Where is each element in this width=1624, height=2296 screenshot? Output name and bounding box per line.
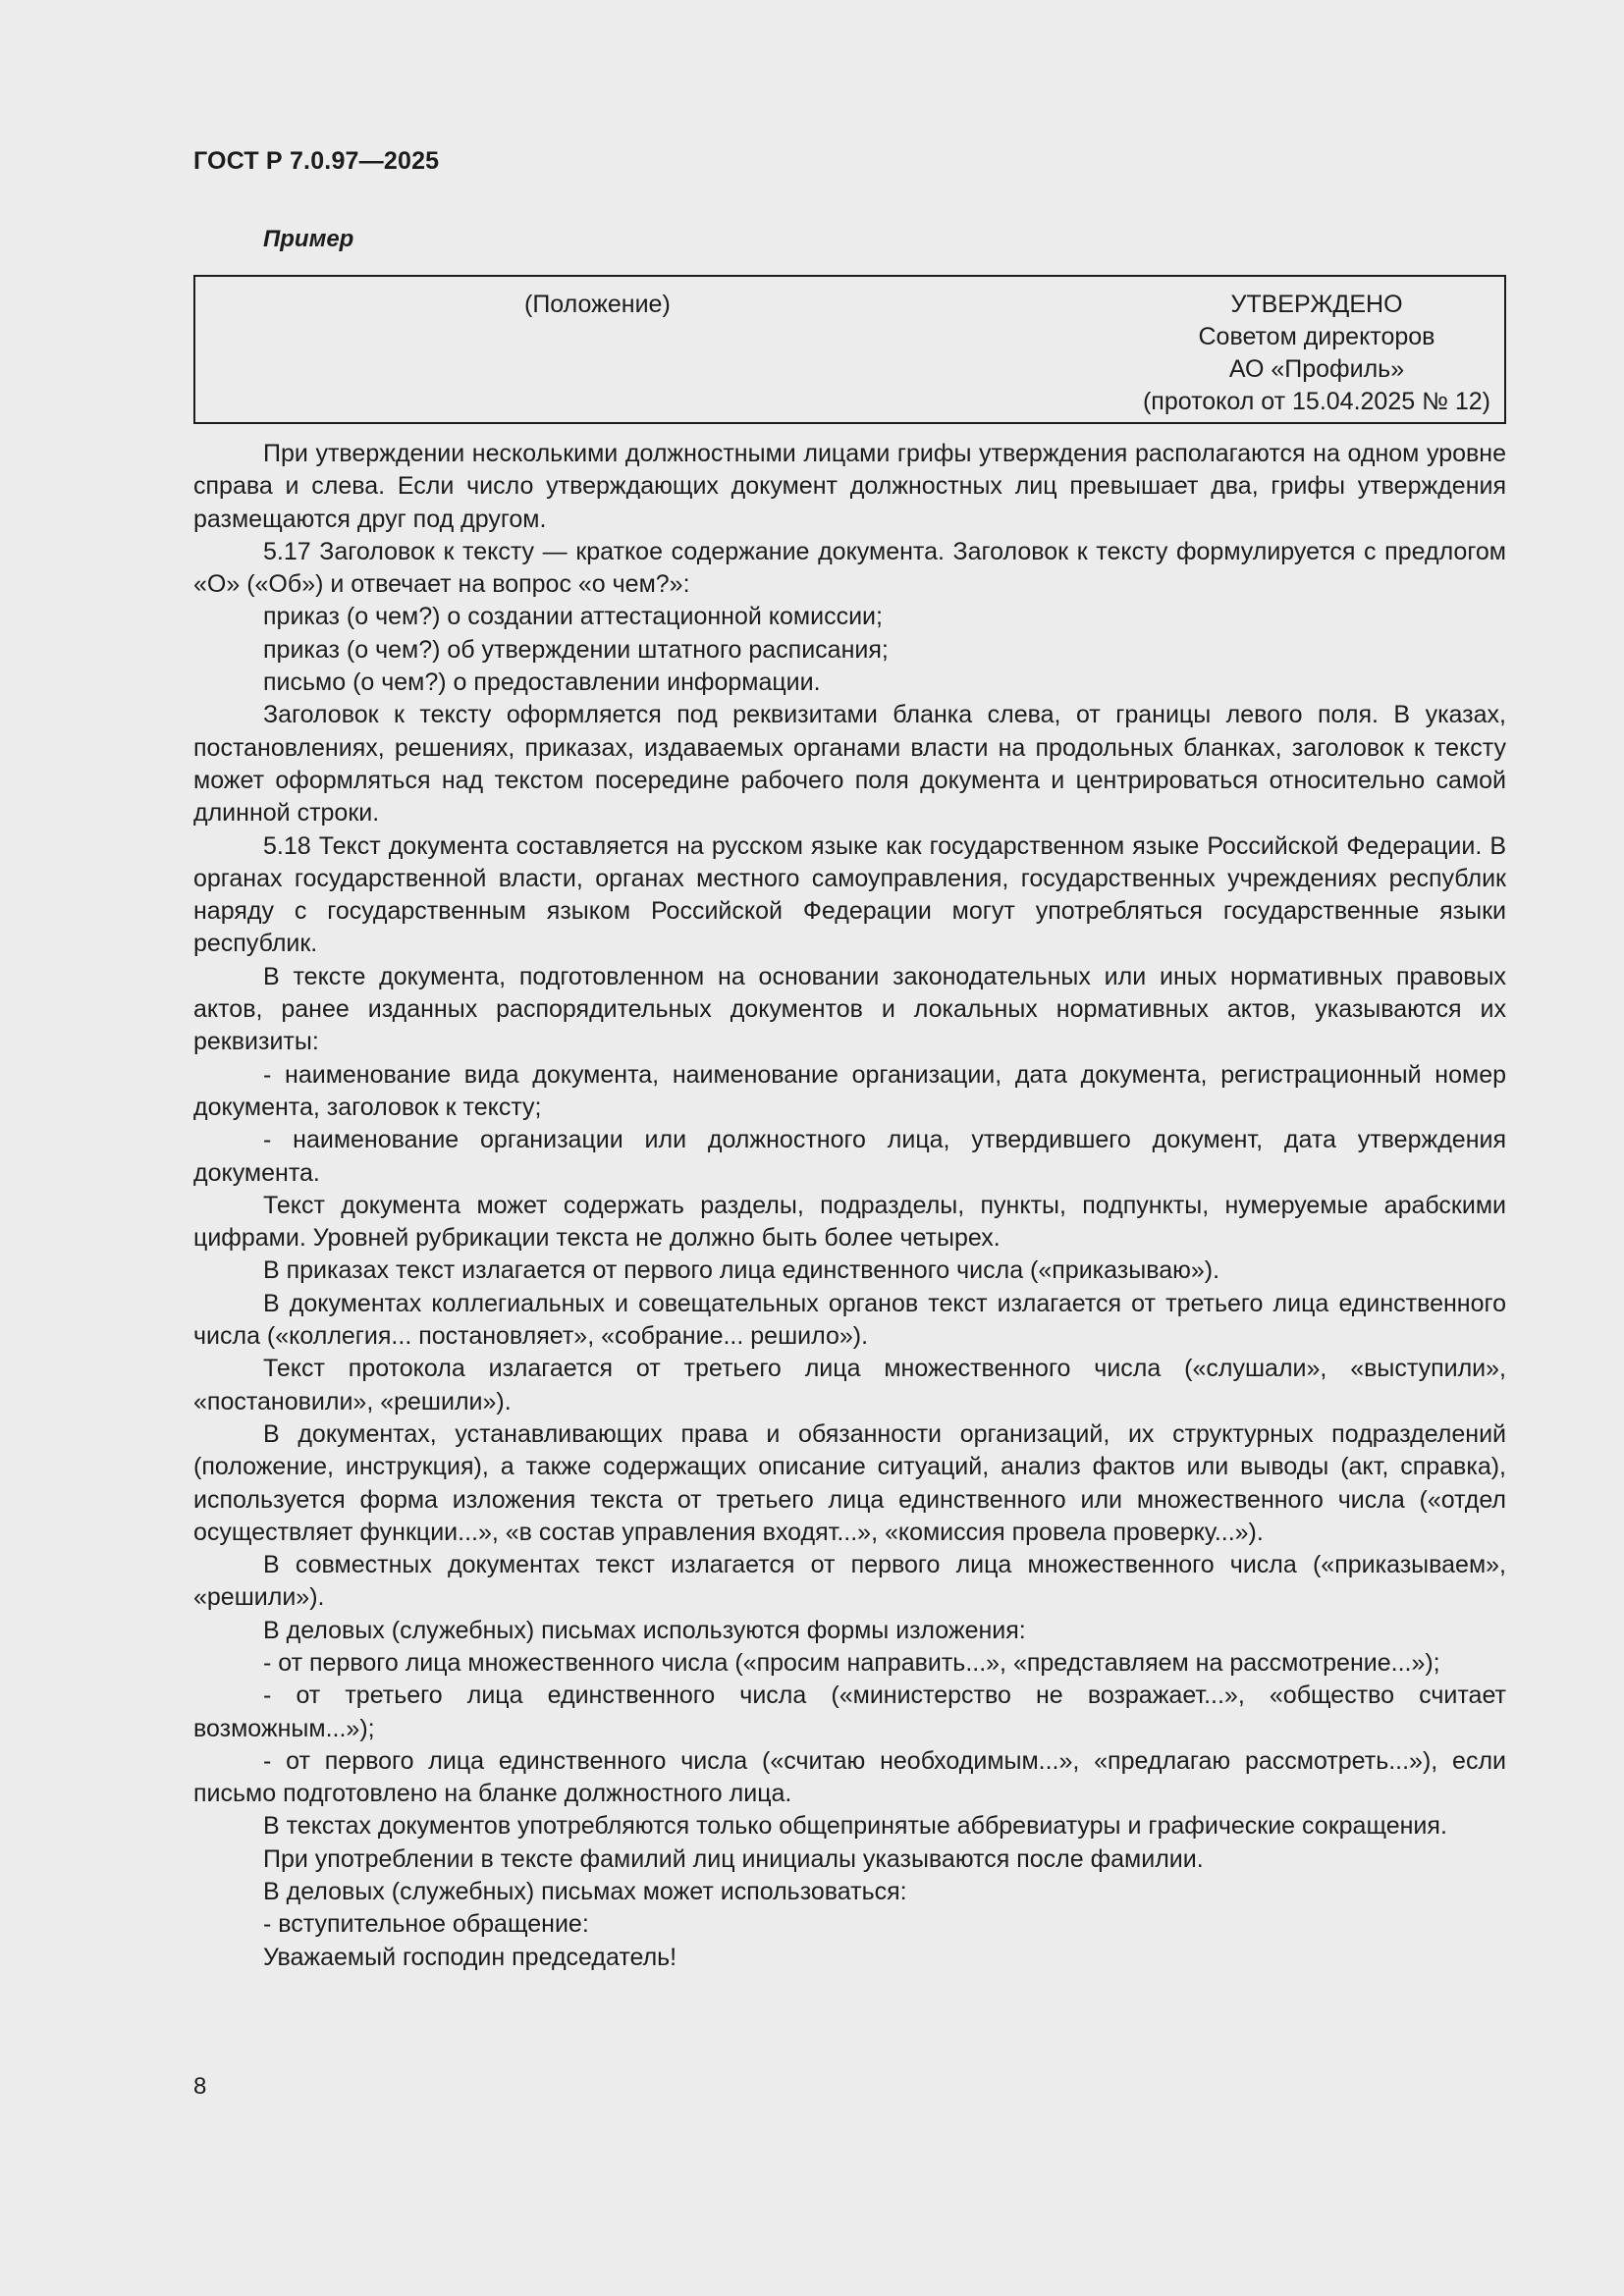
paragraph: приказ (о чем?) о создании аттестационной комиссии; (263, 603, 883, 631)
document-type-label: (Положение) (524, 291, 671, 318)
paragraph: Текст протокола излагается от третьего лица множественного числа («слушали», «выступили», «постановили», «решили»). (193, 1355, 1506, 1415)
body-text (193, 438, 1506, 1974)
approval-line: УТВЕРЖДЕНО (1230, 291, 1403, 318)
paragraph: 5.17 Заголовок к тексту — краткое содержание документа. Заголовок к тексту формулируется с предлогом «О» («Об») и отвечает на вопрос «о чем?»: (193, 537, 1506, 599)
page-number: 8 (193, 2073, 207, 2100)
paragraph: В приказах текст излагается от первого лица единственного числа («приказываю»). (263, 1256, 1220, 1285)
list-item: - от третьего лица единственного числа («министерство не возражает...», «общество считает возможным...»); (193, 1682, 1506, 1742)
paragraph: В деловых (служебных) письмах может использоваться: (263, 1878, 907, 1906)
paragraph: При утверждении несколькими должностными лицами грифы утверждения располагаются на одном уровне справа и слева. Если число утверждающих документ должностных лиц превышает два, грифы утверждения размещаются друг под другом. (193, 440, 1506, 533)
paragraph: В деловых (служебных) письмах используются формы изложения: (263, 1616, 1026, 1644)
paragraph: В документах коллегиальных и совещательных органов текст излагается от третьего лица единственного числа («коллегия... постановляет», «собрание... решило»). (193, 1289, 1506, 1351)
list-item: - наименование организации или должностного лица, утвердившего документ, дата утверждения документа. (193, 1126, 1506, 1187)
paragraph: Уважаемый господин председатель! (263, 1943, 677, 1971)
paragraph: В документах, устанавливающих права и обязанности организаций, их структурных подразделений (положение, инструкция), а также содержащих описание ситуаций, анализ фактов или выводы (акт, справка), используется форма изложения текста от третьего лица единственного или множественного числа («отдел осуществляет функции...», «в состав управления входят...», «комиссия провела проверку...»). (193, 1419, 1506, 1546)
document-id: ГОСТ Р 7.0.97—2025 (193, 147, 440, 175)
list-item: - вступительное обращение: (263, 1910, 589, 1939)
list-item: - от первого лица единственного числа («считаю необходимым...», «предлагаю рассмотреть...»), если письмо подготовлено на бланке должностного лица. (193, 1746, 1506, 1808)
approval-example-box (193, 275, 1506, 424)
approval-stamp (1143, 289, 1490, 418)
paragraph: приказ (о чем?) об утверждении штатного расписания; (263, 635, 889, 664)
paragraph: В текстах документов употребляются только общепринятые аббревиатуры и графические сокращения. (263, 1812, 1447, 1841)
example-label: Пример (263, 226, 354, 252)
paragraph: В совместных документах текст излагается от первого лица множественного числа («приказываем», «решили»). (193, 1551, 1506, 1612)
paragraph: 5.18 Текст документа составляется на русском языке как государственном языке Российской Федерации. В органах государственной власти, органах местного самоуправления, государственных учреждениях республик наряду с государственным языком Российской Федерации могут употребляться государственные языки республик. (193, 831, 1506, 958)
approval-line: АО «Профиль» (1228, 355, 1405, 383)
paragraph: письмо (о чем?) о предоставлении информации. (263, 668, 821, 697)
approval-line: (протокол от 15.04.2025 № 12) (1142, 388, 1490, 415)
list-item: - наименование вида документа, наименование организации, дата документа, регистрационный номер документа, заголовок к тексту; (193, 1060, 1506, 1121)
paragraph: При употреблении в тексте фамилий лиц инициалы указываются после фамилии. (263, 1844, 1204, 1873)
list-item: - от первого лица множественного числа («просим направить...», «представляем на рассмотрение...»); (263, 1648, 1440, 1677)
paragraph: В тексте документа, подготовленном на основании законодательных или иных нормативных правовых актов, ранее изданных распорядительных документов и локальных нормативных актов, указываются их реквизиты: (193, 962, 1506, 1056)
approval-line: Советом директоров (1198, 323, 1435, 350)
paragraph: Текст документа может содержать разделы, подразделы, пункты, подпункты, нумеруемые арабскими цифрами. Уровней рубрикации текста не должно быть более четырех. (193, 1191, 1506, 1253)
paragraph: Заголовок к тексту оформляется под реквизитами бланка слева, от границы левого поля. В указах, постановлениях, решениях, приказах, издаваемых органами власти на продольных бланках, заголовок к тексту может оформляться над текстом посередине рабочего поля документа и центрироваться относительно самой длинной строки. (193, 701, 1506, 828)
